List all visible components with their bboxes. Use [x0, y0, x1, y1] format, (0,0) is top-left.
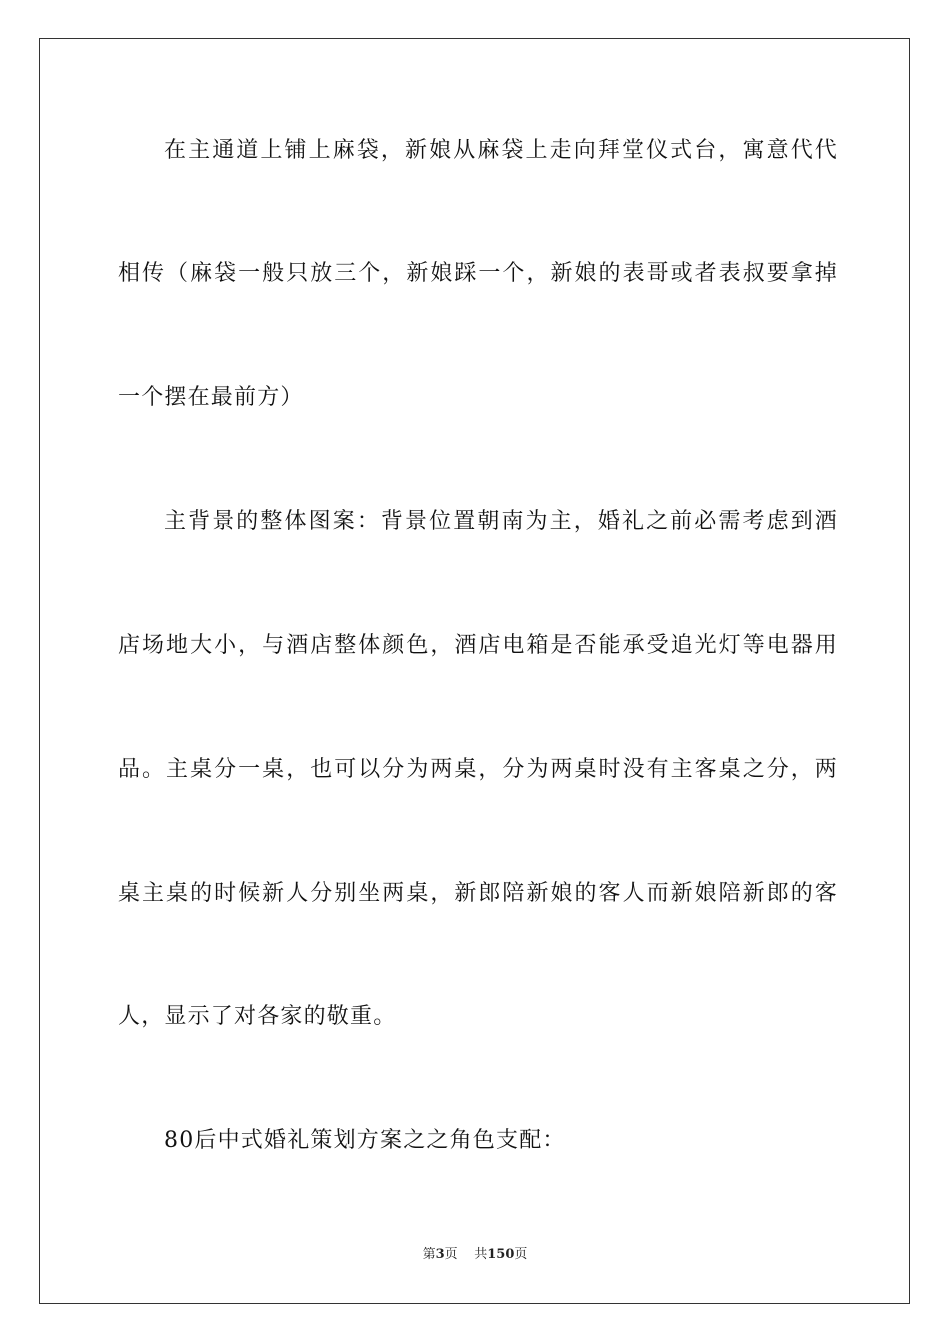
page-prefix: 第	[422, 1247, 436, 1262]
total-prefix: 共	[474, 1247, 488, 1262]
paragraph-1-line-3: 一个摆在最前方）	[118, 385, 304, 410]
page-number: 3	[435, 1247, 445, 1262]
paragraph-1-line-1: 在主通道上铺上麻袋，新娘从麻袋上走向拜堂仪式台，寓意代代	[164, 138, 838, 163]
section-heading: 80后中式婚礼策划方案之之角色支配：	[164, 1128, 566, 1153]
paragraph-2-line-1: 主背景的整体图案：背景位置朝南为主，婚礼之前必需考虑到酒	[164, 509, 838, 534]
paragraph-2-line-5: 人，显示了对各家的敬重。	[118, 1004, 397, 1029]
paragraph-2-line-2: 店场地大小，与酒店整体颜色，酒店电箱是否能承受追光灯等电器用	[118, 633, 838, 658]
paragraph-1-line-2: 相传（麻袋一般只放三个，新娘踩一个，新娘的表哥或者表叔要拿掉	[118, 261, 838, 286]
page-border	[39, 38, 910, 1304]
total-suffix: 页	[514, 1247, 528, 1262]
page-suffix: 页	[444, 1247, 458, 1262]
total-pages: 150	[487, 1247, 515, 1262]
paragraph-2-line-4: 桌主桌的时候新人分别坐两桌，新郎陪新娘的客人而新娘陪新郎的客	[118, 881, 838, 906]
paragraph-2-line-3: 品。主桌分一桌，也可以分为两桌，分为两桌时没有主客桌之分，两	[118, 757, 838, 782]
page-footer	[0, 1246, 950, 1264]
